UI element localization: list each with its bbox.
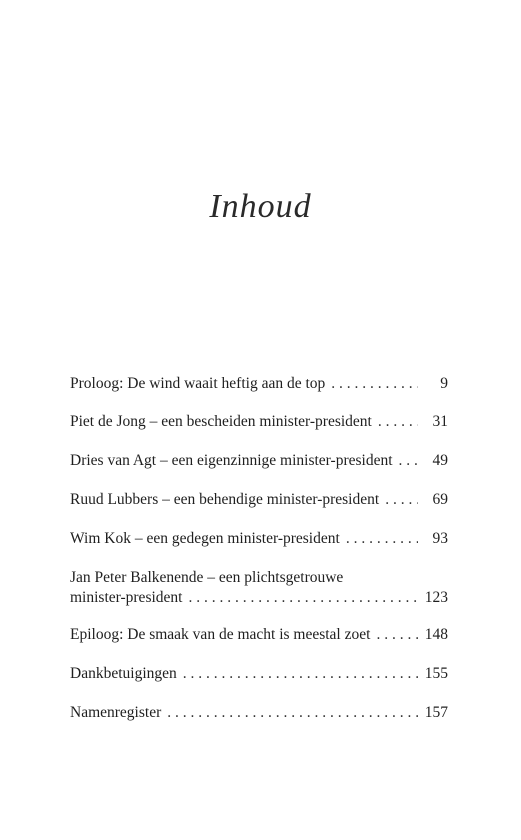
toc-entry-title: Dries van Agt – een eigenzinnige minister-president [70, 452, 393, 469]
toc-page-number: 69 [432, 491, 448, 508]
toc-entry-title: Namenregister [70, 704, 162, 721]
toc-page-number: 9 [440, 375, 448, 392]
toc-entry-namenregister [70, 703, 448, 723]
toc-entry-title: Ruud Lubbers – een behendige minister-president [70, 491, 380, 508]
toc-entry-lubbers [70, 490, 448, 510]
dot-leader [188, 588, 418, 608]
toc-page-number: 157 [424, 704, 448, 721]
toc-entry-kok [70, 529, 448, 549]
dot-leader [331, 374, 418, 394]
toc-entry-title-line1: Jan Peter Balkenende – een plichtsgetrouwe [70, 569, 344, 586]
toc-entry-title: Wim Kok – een gedegen minister-president [70, 530, 340, 547]
toc-entry-title: minister-president [70, 589, 183, 606]
dot-leader [167, 703, 418, 723]
dot-leader [183, 664, 418, 684]
toc-entry-balkenende [70, 568, 448, 608]
page-title: Inhoud [209, 188, 312, 225]
dot-leader [399, 451, 418, 471]
toc-entry-proloog [70, 374, 448, 394]
toc-entry-title: Proloog: De wind waait heftig aan de top [70, 375, 326, 392]
toc-page-number: 155 [424, 665, 448, 682]
toc-page-number: 148 [424, 626, 448, 643]
toc-entry-de-jong [70, 412, 448, 432]
toc-entry-title: Piet de Jong – een bescheiden minister-president [70, 413, 372, 430]
dot-leader [378, 412, 418, 432]
toc-page-number: 123 [424, 589, 448, 606]
toc-page-number: 93 [432, 530, 448, 547]
toc-entry-dankbetuigingen [70, 664, 448, 684]
toc-page-number: 31 [432, 413, 448, 430]
toc-entry-title: Dankbetuigingen [70, 665, 177, 682]
dot-leader [346, 529, 418, 549]
toc-entry-title: Epiloog: De smaak van de macht is meestal zoet [70, 626, 371, 643]
dot-leader [376, 625, 418, 645]
toc-entry-van-agt [70, 451, 448, 471]
toc-entry-epiloog [70, 625, 448, 645]
dot-leader [385, 490, 418, 510]
toc-page-number: 49 [432, 452, 448, 469]
